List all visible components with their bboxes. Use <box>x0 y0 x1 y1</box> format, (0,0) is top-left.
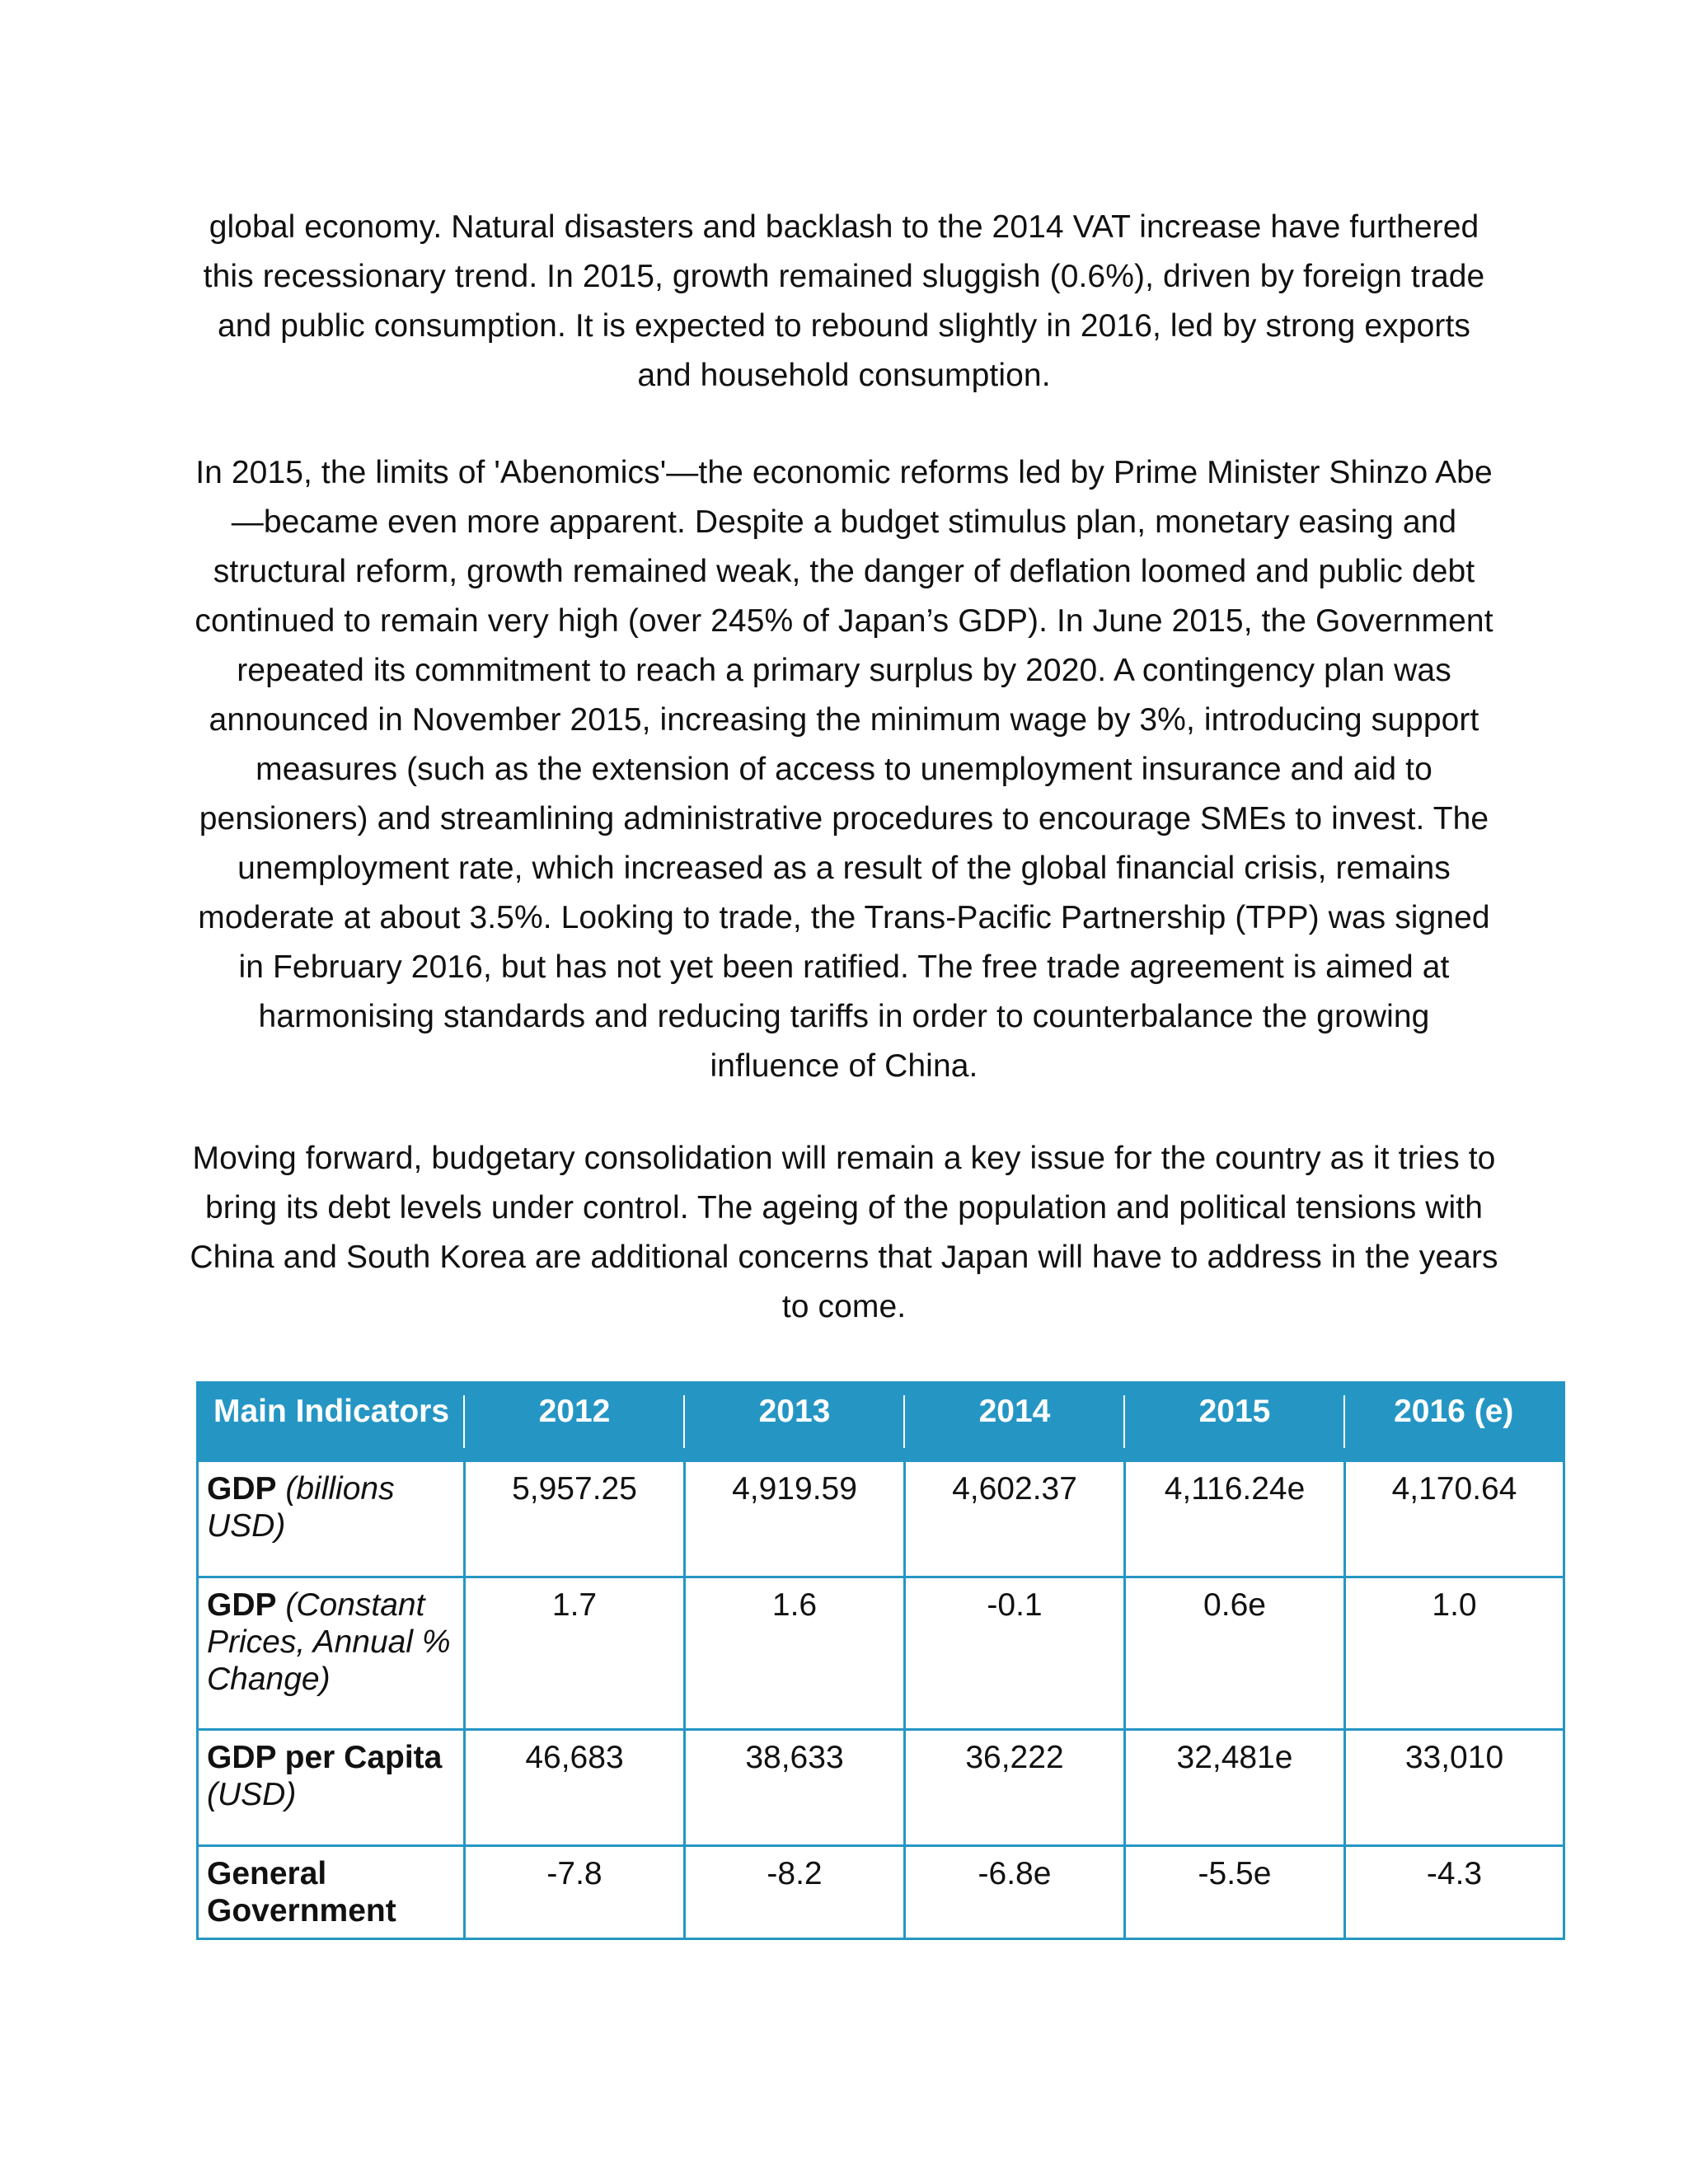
table-cell: 1.0 <box>1345 1577 1564 1730</box>
header-2016e: 2016 (e) <box>1345 1383 1564 1461</box>
row-label-general-government: General Government <box>198 1846 465 1939</box>
table-cell: -8.2 <box>685 1846 905 1939</box>
table-cell: 0.6e <box>1125 1577 1345 1730</box>
table-cell: -4.3 <box>1345 1846 1564 1939</box>
table-cell: 32,481e <box>1125 1730 1345 1846</box>
header-2014: 2014 <box>905 1383 1125 1461</box>
table-cell: 1.6 <box>685 1577 905 1730</box>
table-row <box>198 1577 1564 1730</box>
table-row <box>198 1846 1564 1939</box>
table-cell: 4,116.24e <box>1125 1461 1345 1577</box>
table-cell: -0.1 <box>905 1577 1125 1730</box>
table-cell: 46,683 <box>465 1730 685 1846</box>
paragraph-outlook: Moving forward, budgetary consolidation will remain a key issue for the country as it tries to bring its debt levels under control. The ageing of the population and political tensions with China and South Korea are additional concerns that Japan will have to address in the years to come. <box>190 1141 1498 1324</box>
header-2012: 2012 <box>465 1383 685 1461</box>
paragraph-economy-overview: global economy. Natural disasters and backlash to the 2014 VAT increase have furthered this recessionary trend. In 2015, growth remained sluggish (0.6%), driven by foreign trade and public consumption. It is expected to rebound slightly in 2016, led by strong exports and household consumption. <box>203 209 1485 393</box>
row-label-gdp-constant-prices: GDP (Constant Prices, Annual % Change) <box>198 1577 465 1730</box>
table-cell: 38,633 <box>685 1730 905 1846</box>
header-main-indicators: Main Indicators <box>198 1383 465 1461</box>
table-cell: -7.8 <box>465 1846 685 1939</box>
table-header-row <box>198 1383 1564 1461</box>
main-indicators-table <box>196 1381 1565 1940</box>
row-label-gdp-billions: GDP (billions USD) <box>198 1461 465 1577</box>
table-row <box>198 1730 1564 1846</box>
header-2013: 2013 <box>685 1383 905 1461</box>
table-cell: 36,222 <box>905 1730 1125 1846</box>
table-cell: 4,919.59 <box>685 1461 905 1577</box>
header-2015: 2015 <box>1125 1383 1345 1461</box>
table-cell: 4,170.64 <box>1345 1461 1564 1577</box>
table-cell: -5.5e <box>1125 1846 1345 1939</box>
table-row <box>198 1461 1564 1577</box>
table-cell: -6.8e <box>905 1846 1125 1939</box>
table-cell: 1.7 <box>465 1577 685 1730</box>
table-cell: 33,010 <box>1345 1730 1564 1846</box>
paragraph-abenomics: In 2015, the limits of 'Abenomics'—the economic reforms led by Prime Minister Shinzo Abe—became even more apparent. Despite a budget stimulus plan, monetary easing and structural reform, growth remained weak, the danger of deflation loomed and public debt continued to remain very high (over 245% of Japan’s GDP). In June 2015, the Government repeated its commitment to reach a primary surplus by 2020. A contingency plan was announced in November 2015, increasing the minimum wage by 3%, introducing support measures (such as the extension of access to unemployment insurance and aid to pensioners) and streamlining administrative procedures to encourage SMEs to invest. The unemployment rate, which increased as a result of the global financial crisis, remains moderate at about 3.5%. Looking to trade, the Trans-Pacific Partnership (TPP) was signed in February 2016, but has not yet been ratified. The free trade agreement is aimed at harmonising standards and reducing tariffs in order to counterbalance the growing influence of China. <box>195 455 1493 1084</box>
table-cell: 5,957.25 <box>465 1461 685 1577</box>
row-label-gdp-per-capita: GDP per Capita (USD) <box>198 1730 465 1846</box>
table-cell: 4,602.37 <box>905 1461 1125 1577</box>
